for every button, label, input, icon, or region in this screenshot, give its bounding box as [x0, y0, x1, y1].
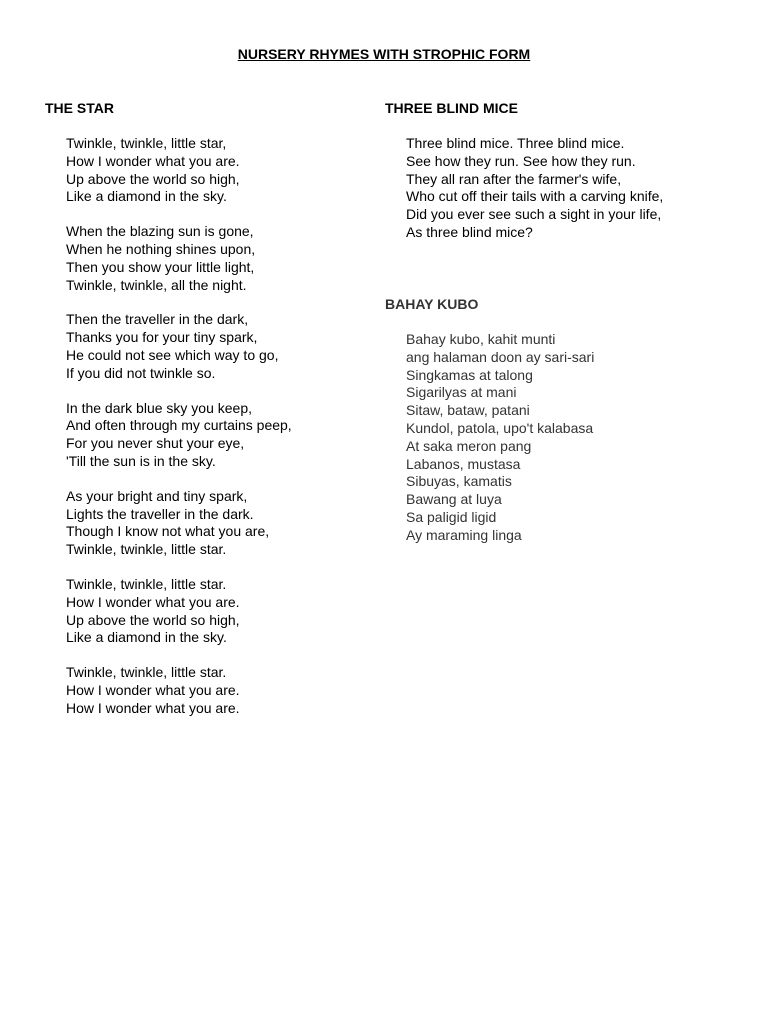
poem-line: They all ran after the farmer's wife,: [406, 170, 622, 187]
poem-line: At saka meron pang: [406, 437, 532, 454]
poem-line: In the dark blue sky you keep,: [66, 399, 252, 416]
stanza: [66, 311, 385, 382]
poem-line: Sa paligid ligid: [406, 508, 497, 525]
stanza: [66, 223, 385, 294]
stanza: [406, 135, 725, 242]
poem-line: Twinkle, twinkle, all the night.: [66, 276, 247, 293]
poem-line: Kundol, patola, upo't kalabasa: [406, 419, 594, 436]
poem-title: THREE BLIND MICE: [385, 100, 518, 116]
poem-bahay-kubo: [385, 295, 725, 562]
poem-stanzas: [45, 135, 385, 718]
poem-line: When he nothing shines upon,: [66, 240, 256, 257]
poem-line: For you never shut your eye,: [66, 435, 245, 452]
stanza: [66, 488, 385, 559]
poem-stanzas: [385, 135, 725, 242]
poem-line: Up above the world so high,: [66, 170, 240, 187]
poem-line: Ay maraming linga: [406, 526, 522, 543]
stanza: [66, 664, 385, 717]
poem-line: Sigarilyas at mani: [406, 384, 517, 401]
poem-line: Did you ever see such a sight in your life,: [406, 206, 662, 223]
poem-line: Though I know not what you are,: [66, 523, 270, 540]
poem-line: How I wonder what you are.: [66, 593, 240, 610]
poem-line: If you did not twinkle so.: [66, 364, 216, 381]
poem-line: How I wonder what you are.: [66, 681, 240, 698]
poem-line: When the blazing sun is gone,: [66, 223, 254, 240]
stanza: [66, 400, 385, 471]
poem-line: Thanks you for your tiny spark,: [66, 329, 258, 346]
poem-line: See how they run. See how they run.: [406, 152, 636, 169]
poem-title: THE STAR: [45, 100, 114, 116]
stanza: [66, 576, 385, 647]
poem-three-blind-mice: [385, 99, 725, 259]
poem-line: Three blind mice. Three blind mice.: [406, 135, 625, 151]
poem-line: As your bright and tiny spark,: [66, 487, 248, 504]
poem-line: Then the traveller in the dark,: [66, 311, 249, 328]
poem-line: Bawang at luya: [406, 491, 502, 508]
document-title-text: NURSERY RHYMES WITH STROPHIC FORM: [237, 46, 531, 62]
poem-line: Sitaw, bataw, patani: [406, 402, 530, 419]
poem-line: Twinkle, twinkle, little star,: [66, 135, 227, 151]
document-title: [0, 45, 768, 63]
poem-line: Twinkle, twinkle, little star.: [66, 664, 227, 681]
poem-line: And often through my curtains peep,: [66, 417, 292, 434]
poem-line: Up above the world so high,: [66, 611, 240, 628]
poem-line: He could not see which way to go,: [66, 346, 279, 363]
poem-line: Bahay kubo, kahit munti: [406, 331, 556, 347]
poem-line: How I wonder what you are.: [66, 152, 240, 169]
poem-line: Who cut off their tails with a carving knife,: [406, 188, 664, 205]
poem-line: How I wonder what you are.: [66, 699, 240, 716]
poem-line: Lights the traveller in the dark.: [66, 505, 254, 522]
poem-line: Labanos, mustasa: [406, 455, 521, 472]
poem-line: Sibuyas, kamatis: [406, 473, 512, 490]
poem-title: BAHAY KUBO: [385, 296, 479, 312]
poem-line: Twinkle, twinkle, little star.: [66, 541, 227, 558]
poem-line: As three blind mice?: [406, 223, 533, 240]
poem-line: Singkamas at talong: [406, 366, 533, 383]
poem-the-star: [45, 99, 385, 735]
poem-line: Like a diamond in the sky.: [66, 188, 227, 205]
poem-line: Like a diamond in the sky.: [66, 629, 227, 646]
poem-line: Then you show your little light,: [66, 258, 255, 275]
poem-stanzas: [385, 331, 725, 545]
poem-line: Twinkle, twinkle, little star.: [66, 575, 227, 592]
stanza: [66, 135, 385, 206]
poem-line: 'Till the sun is in the sky.: [66, 452, 216, 469]
poem-line: ang halaman doon ay sari-sari: [406, 348, 595, 365]
stanza: [406, 331, 725, 545]
